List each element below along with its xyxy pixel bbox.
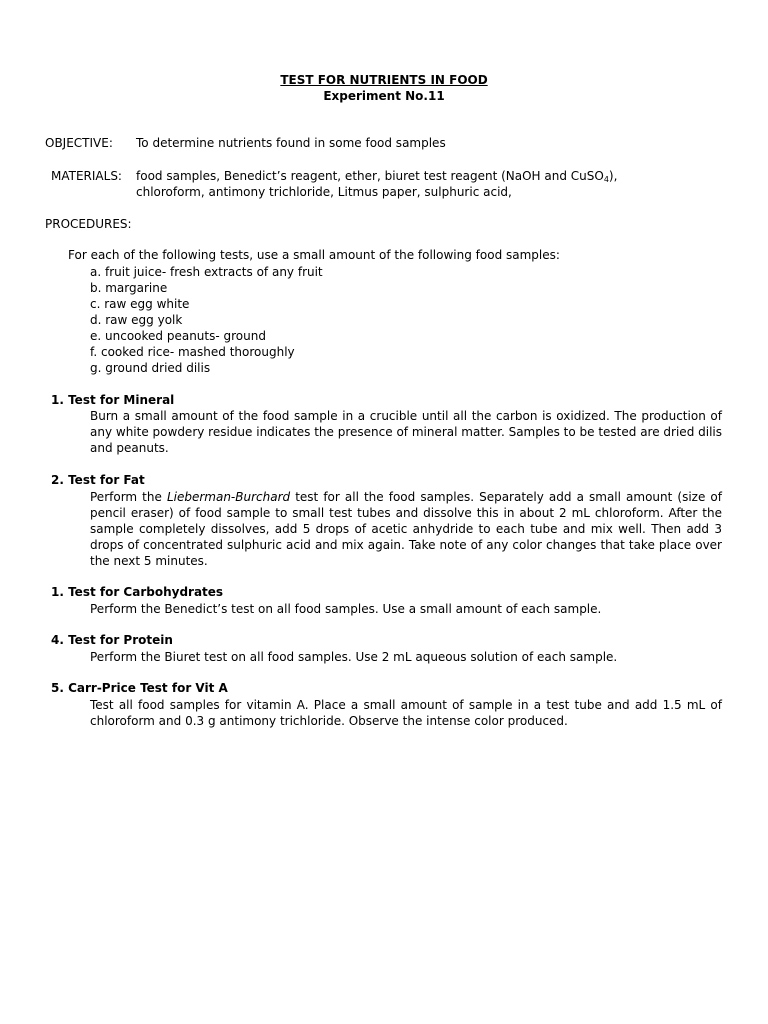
test-body-vitamin-a: Test all food samples for vitamin A. Place a small amount of sample in a test tube and add 1.5 mL of chloroform and 0.3 g antimony trichloride. Observe the intense color produced.	[90, 698, 722, 728]
test-heading-mineral: 1. Test for Mineral	[51, 393, 175, 407]
materials-line-1	[136, 169, 617, 183]
objective-text: To determine nutrients found in some food samples	[136, 136, 446, 150]
materials-line-1-main: food samples, Benedict’s reagent, ether, biuret test reagent (NaOH and CuSO	[136, 169, 604, 183]
test-body-carbohydrates: Perform the Benedict’s test on all food samples. Use a small amount of each sample.	[90, 602, 602, 616]
test-heading-protein: 4. Test for Protein	[51, 633, 173, 647]
sample-item: c. raw egg white	[90, 297, 190, 311]
test-heading-carbohydrates: 1. Test for Carbohydrates	[51, 585, 224, 599]
sample-item: b. margarine	[90, 281, 168, 295]
procedures-intro: For each of the following tests, use a small amount of the following food samples:	[68, 248, 560, 262]
test-body-fat-pre: Perform the	[90, 490, 167, 504]
test-body-fat-emphasis: Lieberman-Burchard	[166, 490, 291, 504]
sample-item: f. cooked rice- mashed thoroughly	[90, 345, 295, 359]
experiment-number: Experiment No.11	[323, 89, 445, 103]
sample-item: a. fruit juice- fresh extracts of any fruit	[90, 265, 323, 279]
materials-line-1-end: ),	[608, 169, 618, 183]
materials-line-1-subscript: 4	[603, 175, 609, 184]
sample-item: e. uncooked peanuts- ground	[90, 329, 266, 343]
test-body-fat-post: test for all the food samples. Separately add a small amount (size of pencil eraser) of food sample to small test tubes and dissolve this in about 2 mL chloroform. After the sample completely dissolves, add 5 drops of acetic anhydride to each tube and mix well. Then add 3 drops of concentrated sulphuric acid and mix again. Take note of any color changes that take place over the next 5 minutes.	[90, 490, 722, 568]
sample-item: d. raw egg yolk	[90, 313, 183, 327]
test-heading-fat: 2. Test for Fat	[51, 473, 145, 487]
test-body-protein: Perform the Biuret test on all food samples. Use 2 mL aqueous solution of each sample.	[90, 650, 618, 664]
objective-label: OBJECTIVE:	[45, 136, 113, 150]
materials-line-2: chloroform, antimony trichloride, Litmus paper, sulphuric acid,	[136, 185, 512, 199]
test-body-mineral: Burn a small amount of the food sample in a crucible until all the carbon is oxidized. The production of any white powdery residue indicates the presence of mineral matter. Samples to be tested are dried dilis and peanuts.	[90, 409, 722, 455]
procedures-label: PROCEDURES:	[45, 217, 132, 231]
test-body-fat	[90, 489, 722, 569]
test-heading-vitamin-a: 5. Carr-Price Test for Vit A	[51, 681, 228, 695]
sample-item: g. ground dried dilis	[90, 361, 211, 375]
materials-label: MATERIALS:	[51, 169, 122, 183]
document-title: TEST FOR NUTRIENTS IN FOOD	[280, 73, 488, 87]
